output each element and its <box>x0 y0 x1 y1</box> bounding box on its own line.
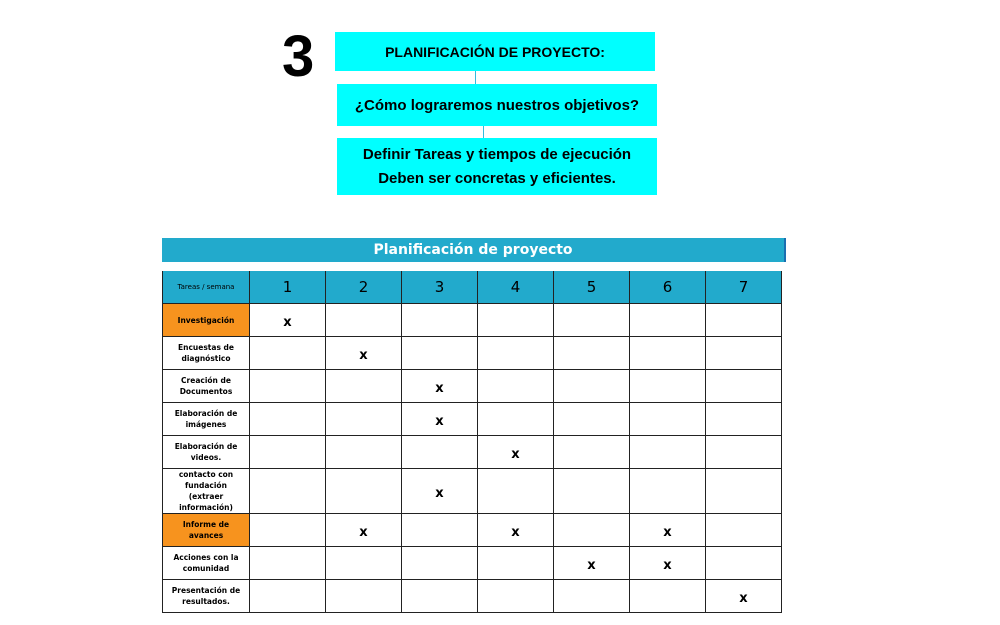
week-cell <box>402 547 478 580</box>
tasks-definition-line-1: Definir Tareas y tiempos de ejecución <box>362 145 632 163</box>
objectives-question-box <box>337 84 657 126</box>
task-name: Informe de avances <box>163 514 250 547</box>
week-cell <box>554 469 630 514</box>
week-cell <box>326 370 402 403</box>
week-cell <box>250 469 326 514</box>
week-cell <box>250 547 326 580</box>
task-mark: x <box>663 524 672 540</box>
week-cell <box>630 304 706 337</box>
task-mark: x <box>435 485 444 501</box>
week-cell <box>478 547 554 580</box>
week-cell <box>326 403 402 436</box>
week-cell <box>630 370 706 403</box>
task-name: Elaboración de videos. <box>163 436 250 469</box>
week-cell <box>706 580 782 613</box>
tasks-week-header: Tareas / semana <box>163 270 250 304</box>
table-row <box>163 469 782 514</box>
task-mark: x <box>359 524 368 540</box>
week-cell <box>630 403 706 436</box>
week-cell <box>554 580 630 613</box>
week-cell <box>478 337 554 370</box>
week-cell <box>402 403 478 436</box>
week-header: 1 <box>250 270 326 304</box>
table-row <box>163 304 782 337</box>
table-row <box>163 337 782 370</box>
task-name: contacto con fundación (extraer información) <box>163 469 250 514</box>
objectives-question: ¿Cómo lograremos nuestros objetivos? <box>354 96 640 114</box>
table-row <box>163 403 782 436</box>
week-header: 2 <box>326 270 402 304</box>
week-cell <box>326 436 402 469</box>
week-cell <box>706 370 782 403</box>
week-cell <box>554 304 630 337</box>
week-cell <box>706 304 782 337</box>
connector-line <box>475 71 476 84</box>
table-banner <box>162 238 786 262</box>
week-cell <box>402 436 478 469</box>
week-cell <box>630 469 706 514</box>
task-mark: x <box>435 413 444 429</box>
schedule-table <box>162 268 782 613</box>
week-cell <box>250 337 326 370</box>
week-cell <box>554 337 630 370</box>
week-header: 5 <box>554 270 630 304</box>
week-cell <box>250 370 326 403</box>
task-mark: x <box>587 557 596 573</box>
week-cell <box>706 514 782 547</box>
week-cell <box>250 514 326 547</box>
table-row <box>163 580 782 613</box>
week-cell <box>402 580 478 613</box>
week-cell <box>478 304 554 337</box>
week-header: 4 <box>478 270 554 304</box>
task-name: Elaboración de imágenes <box>163 403 250 436</box>
week-cell <box>630 547 706 580</box>
week-cell <box>402 337 478 370</box>
week-cell <box>630 580 706 613</box>
week-cell <box>478 436 554 469</box>
table-row <box>163 547 782 580</box>
task-name: Encuestas de diagnóstico <box>163 337 250 370</box>
week-cell <box>478 469 554 514</box>
week-cell <box>554 547 630 580</box>
task-mark: x <box>739 590 748 606</box>
week-cell <box>402 514 478 547</box>
task-name: Acciones con la comunidad <box>163 547 250 580</box>
week-cell <box>326 469 402 514</box>
tasks-definition-line-2: Deben ser concretas y eficientes. <box>378 169 616 187</box>
project-planning-title: PLANIFICACIÓN DE PROYECTO: <box>385 43 605 60</box>
step-number: 3 <box>282 24 315 89</box>
week-cell <box>554 436 630 469</box>
week-cell <box>706 436 782 469</box>
task-mark: x <box>663 557 672 573</box>
week-cell <box>706 547 782 580</box>
task-mark: x <box>283 314 292 330</box>
week-cell <box>706 469 782 514</box>
task-name: Presentación de resultados. <box>163 580 250 613</box>
week-cell <box>326 547 402 580</box>
week-header: 7 <box>706 270 782 304</box>
task-mark: x <box>511 524 520 540</box>
week-cell <box>630 514 706 547</box>
connector-line <box>483 126 484 138</box>
week-cell <box>326 304 402 337</box>
table-row <box>163 370 782 403</box>
week-cell <box>402 469 478 514</box>
week-cell <box>402 304 478 337</box>
week-cell <box>326 337 402 370</box>
week-cell <box>326 580 402 613</box>
week-cell <box>478 403 554 436</box>
week-header: 6 <box>630 270 706 304</box>
week-cell <box>402 370 478 403</box>
week-header: 3 <box>402 270 478 304</box>
week-cell <box>478 370 554 403</box>
task-mark: x <box>511 446 520 462</box>
week-cell <box>630 436 706 469</box>
week-cell <box>250 403 326 436</box>
task-name: Creación de Documentos <box>163 370 250 403</box>
week-cell <box>478 514 554 547</box>
week-cell <box>250 304 326 337</box>
task-mark: x <box>435 380 444 396</box>
task-name: Investigación <box>163 304 250 337</box>
week-cell <box>706 403 782 436</box>
week-cell <box>554 403 630 436</box>
week-cell <box>326 514 402 547</box>
week-cell <box>554 514 630 547</box>
table-row <box>163 436 782 469</box>
week-cell <box>250 580 326 613</box>
tasks-definition-box <box>337 138 657 195</box>
week-cell <box>554 370 630 403</box>
table-header-row <box>163 270 782 304</box>
project-planning-title-box <box>335 32 655 71</box>
week-cell <box>706 337 782 370</box>
task-mark: x <box>359 347 368 363</box>
week-cell <box>250 436 326 469</box>
week-cell <box>478 580 554 613</box>
week-cell <box>630 337 706 370</box>
table-banner-title: Planificación de proyecto <box>373 242 573 258</box>
table-row <box>163 514 782 547</box>
schedule-body <box>163 304 782 613</box>
